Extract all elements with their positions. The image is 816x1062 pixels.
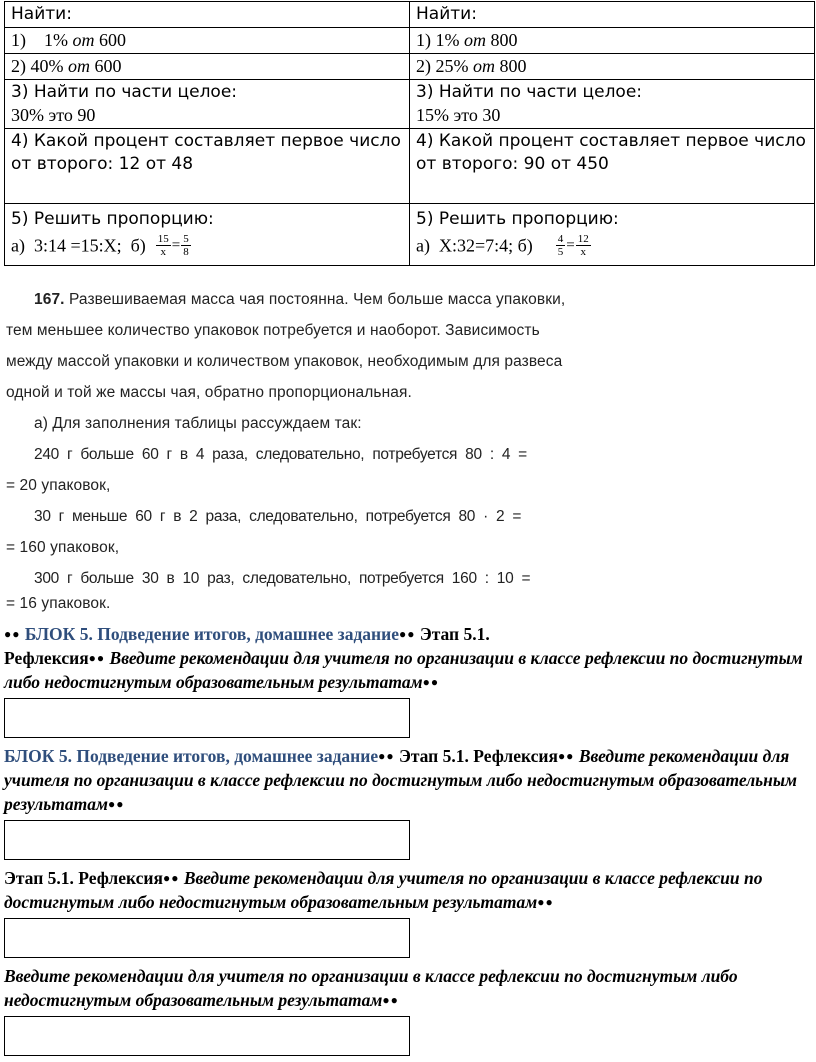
- cell-row1-left: 1) 1% от 600: [5, 28, 410, 54]
- header-right: Найти:: [410, 2, 815, 28]
- cell-row1-right: 1) 1% от 800: [410, 28, 815, 54]
- cell-row3-right: 3) Найти по части целое: 15% это 30: [410, 80, 815, 129]
- task-table: [4, 1, 815, 266]
- cell-row2-left: 2) 40% от 600: [5, 54, 410, 80]
- table-row: [5, 28, 815, 54]
- cell-row3-left: 3) Найти по части целое: 30% это 90: [5, 80, 410, 129]
- answer-input-1[interactable]: [4, 698, 410, 738]
- fraction: $\frac{4}{5}$: [557, 233, 564, 259]
- textbook-excerpt: 167. Развешиваемая масса чая постоянна. Чем больше масса упаковки, тем меньшее количество упаковок потребуется и наоборот. Зависимость между массой упаковки и количеством упаковок, необходимым для развеса одной и той же массы чая, обратно пропорциональная. а) Для заполнения таблицы рассуждаем так: 240 г больше 60 г в 4 раза, следовательно, потребуется 80 : 4 = = 20 упаковок, 30 г меньше 60 г в 2 раза, следовательно, потребуется 80 · 2 = = 160 упаковок, 300 г больше 30 в 10 раз, следовательно, потребуется 160 : 10 = = 16 упаковок.: [34, 284, 622, 614]
- table-row: [5, 204, 815, 266]
- table-row: [5, 129, 815, 204]
- answer-input-3[interactable]: [4, 918, 410, 958]
- cell-row4-left: 4) Какой процент составляет первое число от второго: 12 от 48: [5, 129, 410, 204]
- block-heading-3: Этап 5.1. Рефлексия●● Введите рекомендации для учителя по организации в классе рефлексии по достигнутым либо недостигнутым образовательным результатам●●: [4, 868, 763, 912]
- table-row: [5, 54, 815, 80]
- fraction: $\frac{5}{8}$: [183, 233, 189, 259]
- answer-input-4[interactable]: [4, 1016, 410, 1056]
- fraction: $\frac{12}{х}$: [577, 233, 589, 259]
- cell-row2-right: 2) 25% от 800: [410, 54, 815, 80]
- fraction: $\frac{15}{х}$: [157, 233, 169, 259]
- block-heading-1: ●● БЛОК 5. Подведение итогов, домашнее задание●● Этап 5.1. Рефлексия●● Введите рекомендации для учителя по организации в классе рефлексии по достигнутым либо недостигнутым образовательным результатам●●: [4, 624, 803, 692]
- block-section: [4, 622, 812, 1062]
- problem-number: 167.: [34, 291, 65, 308]
- block-heading-4: Введите рекомендации для учителя по организации в классе рефлексии по достигнутым либо недостигнутым образовательным результатам●●: [4, 966, 738, 1010]
- cell-row4-right: 4) Какой процент составляет первое число от второго: 90 от 450: [410, 129, 815, 204]
- table-row: [5, 80, 815, 129]
- cell-row5-left: 5) Решить пропорцию: а) 3:14 =15:Х; б) $\frac{15}{х}$ = $\frac{5}{8}$: [5, 204, 410, 266]
- cell-row5-right: 5) Решить пропорцию: а) Х:32=7:4; б) $\frac{4}{5}$ = $\frac{12}{х}$: [410, 204, 815, 266]
- table-row: [5, 2, 815, 28]
- problem-paragraph: 167. Развешиваемая масса чая постоянна. Чем больше масса упаковки,: [34, 291, 566, 308]
- header-left: Найти:: [5, 2, 410, 28]
- block-heading-2: БЛОК 5. Подведение итогов, домашнее задание●● Этап 5.1. Рефлексия●● Введите рекомендации для учителя по организации в классе рефлексии по достигнутым либо недостигнутым образовательным результатам●●: [4, 746, 798, 814]
- answer-input-2[interactable]: [4, 820, 410, 860]
